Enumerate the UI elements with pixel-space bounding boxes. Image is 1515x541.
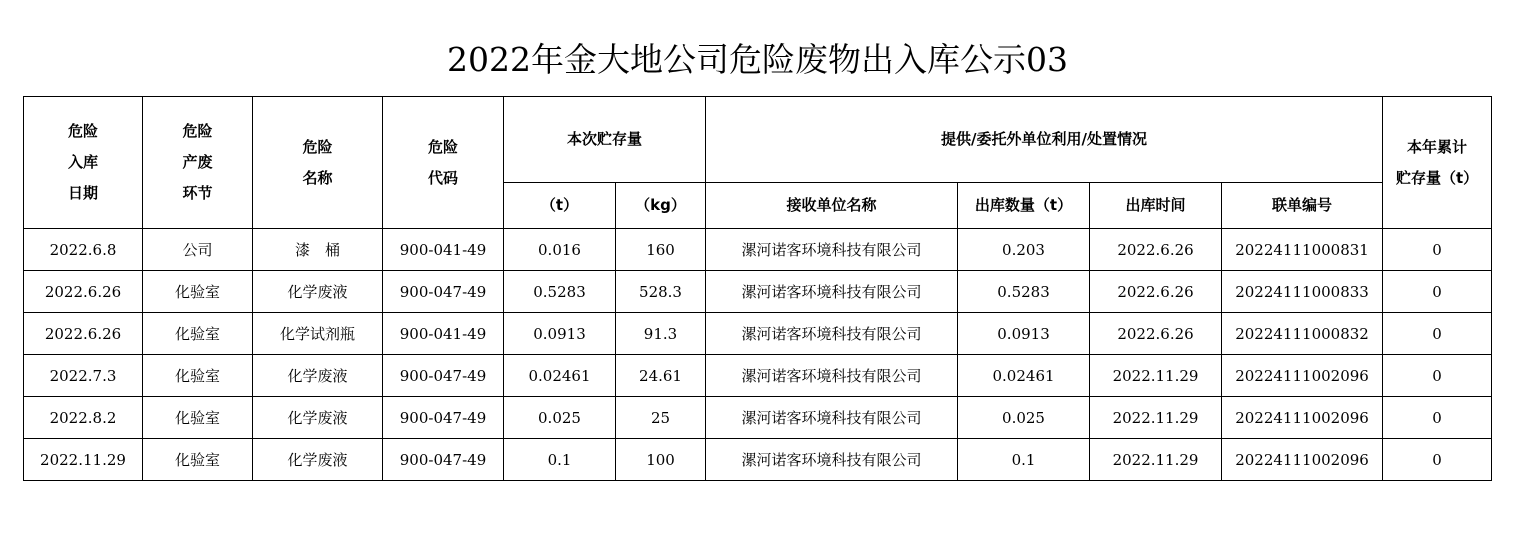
table-row [24,229,1492,271]
cell-qty-t: 0.1 [504,439,616,481]
cell-code: 900-047-49 [383,439,504,481]
cell-manifest: 20224111002096 [1222,397,1383,439]
cell-entry-date: 2022.8.2 [24,397,143,439]
header-name [253,97,383,229]
cell-name: 漆 桶 [253,229,383,271]
cell-code: 900-041-49 [383,313,504,355]
cell-cumulative: 0 [1383,229,1492,271]
cell-qty-kg: 160 [616,229,706,271]
header-storage-kg: （kg） [616,183,706,229]
cell-receiver: 漯河诺客环境科技有限公司 [706,397,958,439]
cell-qty-kg: 91.3 [616,313,706,355]
table-row [24,355,1492,397]
header-line: 环节 [182,184,213,202]
cell-manifest: 20224111002096 [1222,439,1383,481]
header-line: 名称 [302,168,333,187]
header-entry-date [24,97,143,229]
cell-source: 化验室 [143,271,253,313]
cell-cumulative: 0 [1383,355,1492,397]
header-storage-t: （t） [504,183,616,229]
cell-receiver: 漯河诺客环境科技有限公司 [706,439,958,481]
table-row [24,397,1492,439]
cell-out-qty: 0.025 [958,397,1090,439]
cell-source: 公司 [143,229,253,271]
cell-entry-date: 2022.6.26 [24,313,143,355]
cell-qty-t: 0.02461 [504,355,616,397]
cell-out-time: 2022.6.26 [1090,271,1222,313]
header-line: 危险 [302,137,333,156]
cell-name: 化学废液 [253,439,383,481]
hazardous-waste-table [23,96,1492,481]
cell-name: 化学废液 [253,397,383,439]
table-row [24,313,1492,355]
cell-code: 900-047-49 [383,355,504,397]
header-line: 本年累计 [1407,137,1468,156]
cell-receiver: 漯河诺客环境科技有限公司 [706,229,958,271]
cell-source: 化验室 [143,313,253,355]
cell-entry-date: 2022.11.29 [24,439,143,481]
header-line: 危险 [67,122,98,140]
cell-qty-kg: 528.3 [616,271,706,313]
cell-source: 化验室 [143,397,253,439]
page-title: 2022年金大地公司危险废物出入库公示03 [447,40,1068,79]
cell-qty-t: 0.016 [504,229,616,271]
header-line: 危险 [427,137,458,156]
cell-qty-kg: 100 [616,439,706,481]
header-line: 入库 [67,153,98,171]
cell-manifest: 20224111000831 [1222,229,1383,271]
cell-cumulative: 0 [1383,271,1492,313]
cell-qty-t: 0.025 [504,397,616,439]
cell-receiver: 漯河诺客环境科技有限公司 [706,313,958,355]
header-manifest: 联单编号 [1222,183,1383,229]
header-storage: 本次贮存量 [504,97,706,183]
cell-cumulative: 0 [1383,397,1492,439]
cell-code: 900-047-49 [383,271,504,313]
cell-name: 化学试剂瓶 [253,313,383,355]
cell-out-qty: 0.203 [958,229,1090,271]
cell-out-time: 2022.11.29 [1090,397,1222,439]
cell-manifest: 20224111000833 [1222,271,1383,313]
cell-qty-t: 0.5283 [504,271,616,313]
cell-out-qty: 0.5283 [958,271,1090,313]
cell-out-time: 2022.11.29 [1090,439,1222,481]
cell-source: 化验室 [143,439,253,481]
cell-out-qty: 0.02461 [958,355,1090,397]
cell-manifest: 20224111000832 [1222,313,1383,355]
cell-qty-kg: 25 [616,397,706,439]
header-out-time: 出库时间 [1090,183,1222,229]
cell-receiver: 漯河诺客环境科技有限公司 [706,355,958,397]
cell-manifest: 20224111002096 [1222,355,1383,397]
header-source [143,97,253,229]
header-line: 贮存量（t） [1395,168,1479,187]
cell-source: 化验室 [143,355,253,397]
cell-qty-t: 0.0913 [504,313,616,355]
table-body [24,229,1492,481]
cell-qty-kg: 24.61 [616,355,706,397]
cell-cumulative: 0 [1383,313,1492,355]
header-receiver: 接收单位名称 [706,183,958,229]
cell-out-time: 2022.6.26 [1090,313,1222,355]
header-out-qty: 出库数量（t） [958,183,1090,229]
header-code [383,97,504,229]
table-header [24,97,1492,229]
cell-name: 化学废液 [253,271,383,313]
cell-code: 900-041-49 [383,229,504,271]
cell-out-qty: 0.1 [958,439,1090,481]
header-line: 产废 [182,153,213,171]
cell-entry-date: 2022.6.8 [24,229,143,271]
table-row [24,439,1492,481]
cell-code: 900-047-49 [383,397,504,439]
header-disposal: 提供/委托外单位利用/处置情况 [706,97,1383,183]
cell-name: 化学废液 [253,355,383,397]
cell-cumulative: 0 [1383,439,1492,481]
cell-entry-date: 2022.7.3 [24,355,143,397]
header-line: 代码 [427,168,458,187]
header-cumulative [1383,97,1492,229]
cell-out-qty: 0.0913 [958,313,1090,355]
cell-entry-date: 2022.6.26 [24,271,143,313]
cell-out-time: 2022.11.29 [1090,355,1222,397]
header-line: 日期 [67,184,98,202]
cell-receiver: 漯河诺客环境科技有限公司 [706,271,958,313]
header-line: 危险 [182,122,213,140]
cell-out-time: 2022.6.26 [1090,229,1222,271]
table-row [24,271,1492,313]
